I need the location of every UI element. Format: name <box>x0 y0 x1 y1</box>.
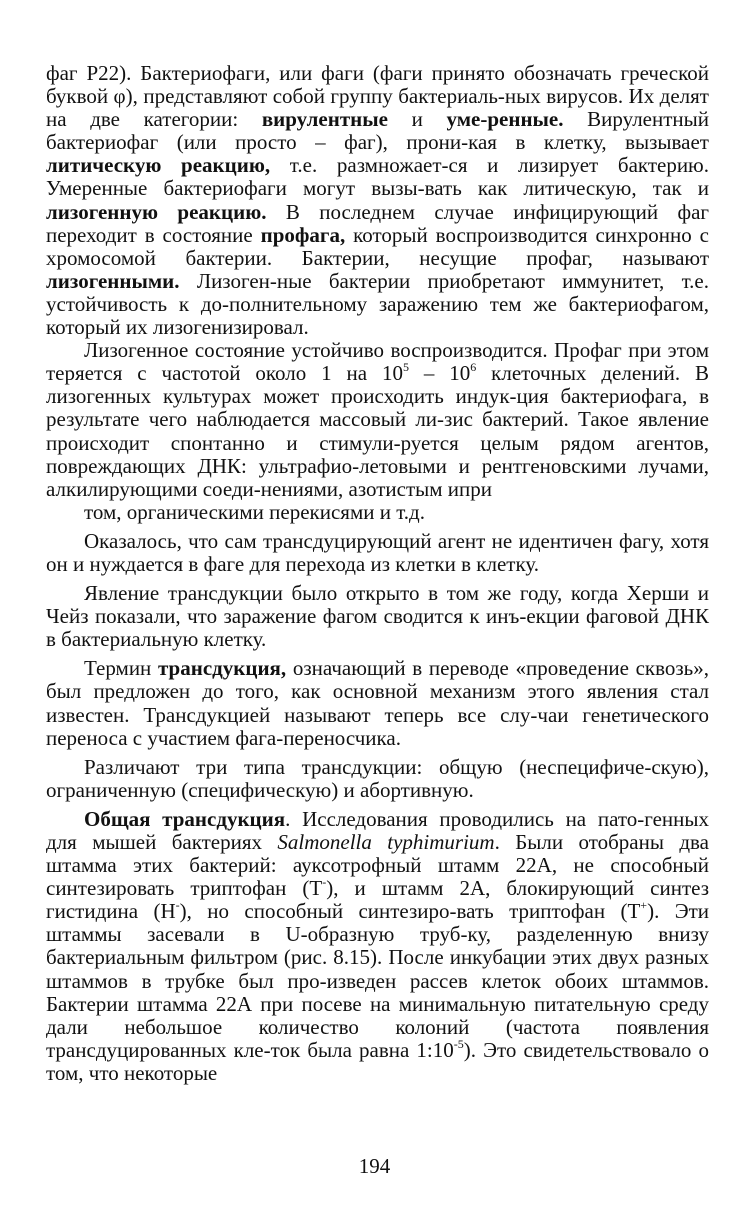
bold-term: литическую реакцию, <box>46 153 271 178</box>
paragraph <box>46 657 709 749</box>
text-run: . Исследования проводились на пато-генных для мышей бактериях <box>46 806 709 854</box>
text-run: ). Эти штаммы засевали в U-образную труб-ку, разделенную внизу бактериальным фильтром (рис. 8.15). После инкубации этих двух разных штаммов в трубке был про-изведен рассев клеток обоих штаммов. Бактерии штамма 22А при посеве на минимальную питательную среду дали небольшое количество колоний (частота появления трансдуцированных кле-ток была равна 1:10 <box>46 899 709 1062</box>
paragraph <box>46 339 709 501</box>
bold-term: Общая трансдукция <box>84 806 286 831</box>
text-run: клеточных делений. В лизогенных культурах может происходить индук-ция бактериофага, в результате чего наблюдается массовый ли-зис бактерий. Такое явление происходит спонтанно и стимули-руется целым рядом агентов, повреждающих ДНК: ультрафио-летовыми и рентгеновскими лучами, алкилирующими соеди-нениями, азотистым ипри <box>46 361 710 501</box>
superscript: 6 <box>470 360 477 375</box>
superscript: -5 <box>453 1036 464 1051</box>
paragraph <box>46 530 709 576</box>
text-run: Различают три типа трансдукции: общую (неспецифиче-скую), ограниченную (специфическую) и абортивную. <box>46 754 709 802</box>
text-run: том, органическими перекисями и т.д. <box>84 499 425 524</box>
superscript: - <box>175 898 180 913</box>
paragraph <box>46 582 709 651</box>
text-run: В последнем случае инфицирующий фаг переходит в состояние <box>46 199 710 247</box>
text-run: ). Это свидетельствовало о том, что некоторые <box>46 1037 710 1085</box>
paragraph <box>46 62 709 339</box>
bold-term: лизогенную реакцию. <box>46 199 267 224</box>
page-body-text <box>46 62 709 1085</box>
paragraph <box>46 808 709 1085</box>
bold-term: профага, <box>260 222 346 247</box>
text-run: Оказалось, что сам трансдуцирующий агент не идентичен фагу, хотя он и нуждается в фаге для перехода из клетки в клетку. <box>46 528 709 576</box>
text-run: – 10 <box>408 361 471 386</box>
text-run: ), но способный синтезиро-вать триптофан (Т <box>179 899 641 924</box>
bold-term: вирулентные <box>261 107 388 132</box>
bold-term: уме-ренные. <box>446 107 564 132</box>
text-run: . Были отобраны два штамма этих бактерий: ауксотрофный штамм 22А, не способный синтезировать триптофан (Т <box>46 830 709 901</box>
paragraph <box>46 501 709 524</box>
text-run: который воспроизводится синхронно с хромосомой бактерии. Бактерии, несущие профаг, называют <box>46 222 709 270</box>
text-run: Термин <box>84 656 158 681</box>
bold-term: лизогенными. <box>46 268 180 293</box>
superscript: - <box>322 875 327 890</box>
text-run: т.е. размножает-ся и лизирует бактерию. Умеренные бактериофаги могут вызы-вать как литическую, так и <box>46 153 709 201</box>
text-run: ), и штамм 2А, блокирующий синтез гистидина (Н <box>46 876 709 924</box>
page-number: 194 <box>358 1154 391 1178</box>
paragraph <box>46 756 709 802</box>
superscript: + <box>640 898 648 913</box>
bold-term: трансдукция, <box>157 656 287 681</box>
text-run: Вирулентный бактериофаг (или просто – фаг), прони-кая в клетку, вызывает <box>46 107 709 155</box>
text-run: Лизогенное состояние устойчиво воспроизводится. Профаг при этом теряется с частотой около 1 на 10 <box>46 338 709 386</box>
italic-term: Salmonella typhimurium <box>277 830 495 854</box>
text-run: Лизоген-ные бактерии приобретают иммунитет, т.е. устойчивость к до-полнительному заражению тем же бактериофагом, который их лизогенизировал. <box>46 268 709 340</box>
text-run: означающий в переводе «проведение сквозь», был предложен до того, как основной механизм этого явления стал известен. Трансдукцией называют теперь все слу-чаи генетического переноса с участием фага-переносчика. <box>46 656 710 750</box>
text-run: фаг P22). Бактериофаги, или фаги (фаги принято обозначать греческой буквой φ), представляют собой группу бактериаль-ных вирусов. Их делят на две категории: <box>46 61 709 132</box>
text-run: и <box>387 107 447 132</box>
text-run: Явление трансдукции было открыто в том же году, когда Херши и Чейз показали, что заражение фагом сводится к инъ-екции фаговой ДНК в бактериальную клетку. <box>46 581 709 652</box>
superscript: 5 <box>402 360 409 375</box>
